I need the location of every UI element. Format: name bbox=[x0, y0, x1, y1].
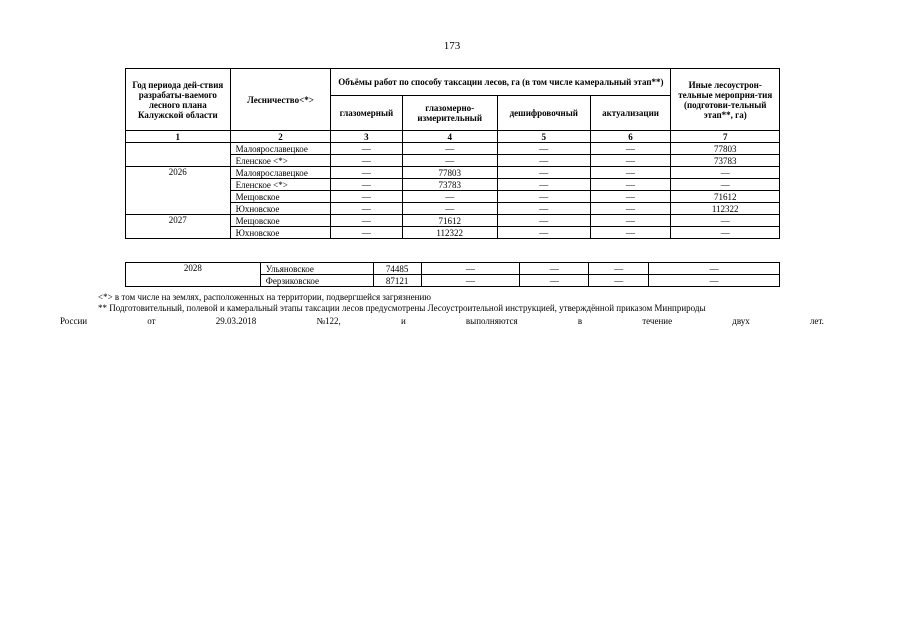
footnote-word: 29.03.2018 bbox=[215, 316, 257, 326]
value-cell: 73783 bbox=[671, 155, 780, 167]
footnote-word: течение bbox=[642, 316, 673, 326]
value-cell: — bbox=[497, 143, 590, 155]
value-cell: — bbox=[497, 191, 590, 203]
value-cell: — bbox=[590, 155, 671, 167]
header-forestry: Лесничество<*> bbox=[230, 69, 331, 131]
footnote-1: <*> в том числе на землях, расположенных на территории, подвергшейся загрязнению bbox=[98, 292, 431, 302]
value-cell: — bbox=[331, 179, 402, 191]
forestry-cell: Ульяновское bbox=[260, 263, 373, 275]
value-cell: — bbox=[497, 179, 590, 191]
value-cell: — bbox=[331, 167, 402, 179]
footnote-word: России bbox=[60, 316, 88, 326]
table-row bbox=[126, 263, 780, 275]
value-cell: — bbox=[520, 263, 589, 275]
value-cell: — bbox=[331, 203, 402, 215]
page-number: 173 bbox=[443, 40, 461, 52]
col-number: 6 bbox=[590, 131, 671, 143]
header-sub-2: глазомерно-измерительный bbox=[402, 96, 497, 131]
value-cell: — bbox=[590, 215, 671, 227]
forestry-cell: Мещовское bbox=[230, 215, 331, 227]
value-cell: — bbox=[590, 167, 671, 179]
value-cell: — bbox=[331, 215, 402, 227]
value-cell: 77803 bbox=[671, 143, 780, 155]
value-cell: — bbox=[331, 191, 402, 203]
value-cell: — bbox=[402, 143, 497, 155]
header-sub-4: актуализации bbox=[590, 96, 671, 131]
value-cell: — bbox=[589, 263, 649, 275]
value-cell: — bbox=[520, 275, 589, 287]
value-cell: — bbox=[671, 167, 780, 179]
continuation-table bbox=[125, 262, 780, 287]
year-cell: 2027 bbox=[126, 215, 231, 239]
value-cell: — bbox=[331, 227, 402, 239]
table-row bbox=[126, 167, 780, 179]
value-cell: 73783 bbox=[402, 179, 497, 191]
value-cell: 112322 bbox=[671, 203, 780, 215]
value-cell: — bbox=[497, 167, 590, 179]
header-sub-1: глазомерный bbox=[331, 96, 402, 131]
value-cell: 71612 bbox=[671, 191, 780, 203]
value-cell: — bbox=[497, 155, 590, 167]
footnote-word: №122, bbox=[316, 316, 341, 326]
forestry-cell: Малоярославецкое bbox=[230, 167, 331, 179]
footnote-word: двух bbox=[732, 316, 750, 326]
year-cell: 2028 bbox=[126, 263, 261, 287]
value-cell: — bbox=[402, 191, 497, 203]
header-year: Год периода дей-ствия разрабаты-ваемого лесного плана Калужской области bbox=[126, 69, 231, 131]
value-cell: — bbox=[497, 215, 590, 227]
value-cell: 112322 bbox=[402, 227, 497, 239]
value-cell: 77803 bbox=[402, 167, 497, 179]
col-number: 1 bbox=[126, 131, 231, 143]
value-cell: — bbox=[590, 179, 671, 191]
col-number: 3 bbox=[331, 131, 402, 143]
col-number: 5 bbox=[497, 131, 590, 143]
footnote-word: лет. bbox=[809, 316, 824, 326]
forestry-cell: Малоярославецкое bbox=[230, 143, 331, 155]
footnote-2-continuation bbox=[60, 316, 824, 326]
value-cell: 71612 bbox=[402, 215, 497, 227]
value-cell: — bbox=[331, 143, 402, 155]
value-cell: — bbox=[402, 155, 497, 167]
footnote-2: ** Подготовительный, полевой и камеральный этапы таксации лесов предусмотрены Лесоустроительной инструкцией, утверждённой приказом Минприроды bbox=[98, 303, 706, 313]
col-number: 7 bbox=[671, 131, 780, 143]
value-cell: — bbox=[421, 275, 520, 287]
footnote-word: от bbox=[147, 316, 156, 326]
forestry-cell: Юхновское bbox=[230, 227, 331, 239]
footnote-word: выполняются bbox=[465, 316, 518, 326]
forestry-cell: Мещовское bbox=[230, 191, 331, 203]
header-other: Иные лесоустрон-тельные меропрня-тия (подготови-тельный этап**, га) bbox=[671, 69, 780, 131]
value-cell: — bbox=[671, 227, 780, 239]
footnote-word: в bbox=[577, 316, 583, 326]
value-cell: — bbox=[331, 155, 402, 167]
table-row bbox=[126, 215, 780, 227]
value-cell: — bbox=[671, 215, 780, 227]
value-cell: — bbox=[497, 227, 590, 239]
value-cell: 87121 bbox=[373, 275, 421, 287]
value-cell: — bbox=[590, 191, 671, 203]
value-cell: — bbox=[497, 203, 590, 215]
value-cell: — bbox=[421, 263, 520, 275]
value-cell: — bbox=[589, 275, 649, 287]
value-cell: — bbox=[671, 179, 780, 191]
value-cell: — bbox=[590, 203, 671, 215]
table-row bbox=[126, 143, 780, 155]
value-cell: — bbox=[590, 227, 671, 239]
forestry-cell: Еленское <*> bbox=[230, 179, 331, 191]
value-cell: — bbox=[590, 143, 671, 155]
year-cell bbox=[126, 143, 231, 167]
header-group: Объёмы работ по способу таксации лесов, га (в том числе камеральный этап**) bbox=[331, 69, 671, 96]
year-cell: 2026 bbox=[126, 167, 231, 215]
value-cell: 74485 bbox=[373, 263, 421, 275]
footnote-word: и bbox=[400, 316, 406, 326]
col-number: 4 bbox=[402, 131, 497, 143]
col-number: 2 bbox=[230, 131, 331, 143]
forestry-cell: Ферзиковское bbox=[260, 275, 373, 287]
header-sub-3: дешифровочный bbox=[497, 96, 590, 131]
value-cell: — bbox=[402, 203, 497, 215]
value-cell: — bbox=[649, 263, 780, 275]
value-cell: — bbox=[649, 275, 780, 287]
forestry-cell: Юхновское bbox=[230, 203, 331, 215]
forest-works-table bbox=[125, 68, 780, 239]
forestry-cell: Еленское <*> bbox=[230, 155, 331, 167]
